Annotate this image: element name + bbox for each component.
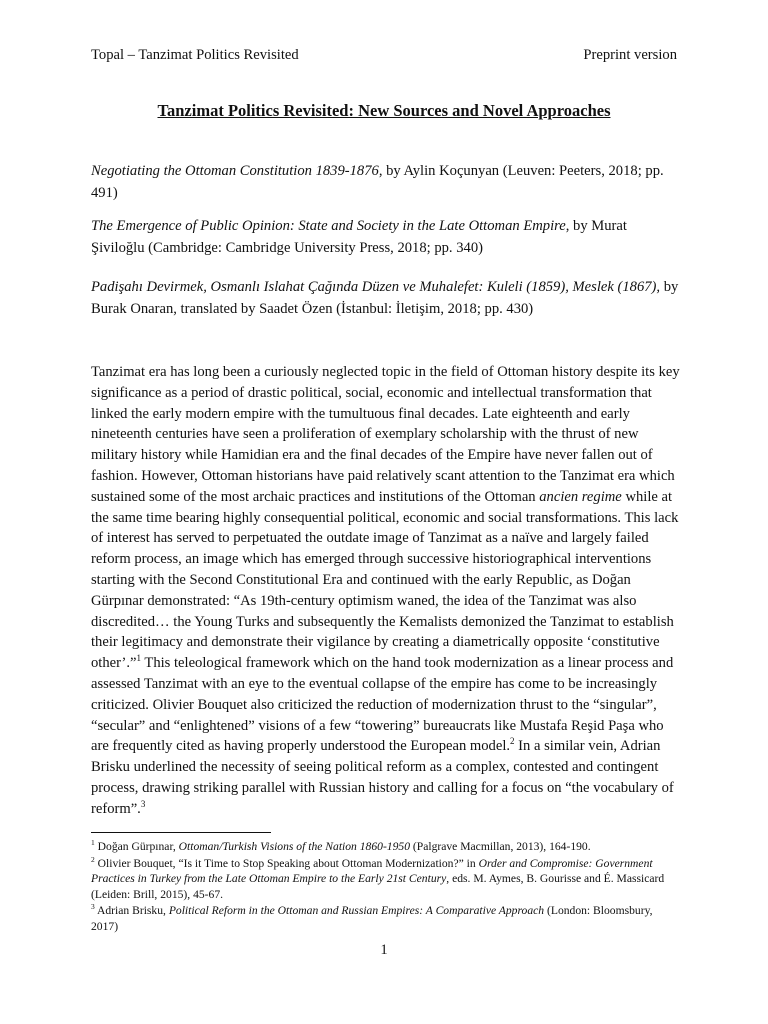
body-paragraph [91,362,681,820]
footnote-ref-2[interactable]: 2 [510,736,515,747]
body-text-segment: Tanzimat era has long been a curiously neglected topic in the field of Ottoman history despite its key significance as a period of drastic political, social, economic and intellectual transformation that linked the early modern empire with the tumultuous final decades. Late eighteenth and early nineteenth centuries have seen a proliferation of exemplary scholarship with the thrust of new military history while Hamidian era and the final decades of the Empire have never fallen out of fashion. However, Ottoman historians have paid relatively scant attention to the Tanzimat era which sustained some of the most archaic practices and institutions of the Ottoman [91,364,680,505]
review-citation [91,161,681,204]
footnote: $^3$ Adrian Brisku, Political Reform in the Ottoman and Russian Empires: A Comparative Approach (London: Bloomsbury, 2017) [91,902,653,933]
book-title: The Emergence of Public Opinion: State and Society in the Late Ottoman Empire [91,218,566,234]
review-citation [91,216,681,259]
book-details: by Burak Onaran, translated by Saadet Özen (İstanbul: İletişim, 2018; pp. 430) [91,279,679,317]
body-text-segment: while at the same time bearing highly consequential political, economic and social transformations. This lack of interest has served to perpetuated the outdate image of Tanzimat as a naïve and largely failed reform process, an image which has emerged through successive historiographical interventions starting with the Second Constitutional Era and continued with the early Republic, as Doğan Gürpınar demonstrated: “As 19th-century optimism waned, the idea of the Tanzimat was also discredited… the Young Turks and subsequently the Kemalists demonized the Tanzimat to establish their legitimacy and demonstrate their vigilance by creating a diametrically opposite ‘constitutive other’.” [91,488,679,672]
header-left: Topal – Tanzimat Politics Revisited [91,47,299,63]
reviewed-books [91,161,681,332]
body-text-segment: This teleological framework which on the hand took modernization as a linear process and assessed Tanzimat with an eye to the eventual collapse of the empire has come to be increasingly criticized. Olivier Bouquet also criticized the reduction of modernization thrust to the “singular”, “secular” and “enlightened” visions of a few “towering” bureaucrats like Mustafa Reşid Paşa who are frequently cited as having properly understood the European model. [91,655,674,755]
book-title: Negotiating the Ottoman Constitution 1839-1876 [91,163,379,179]
footnote-ref-3[interactable]: 3 [140,798,146,809]
body-text-segment: In a similar vein, Adrian Brisku underlined the necessity of seeing political reform as a complex, contested and contingent process, drawing striking parallel with Russian history and calling for a focus on “the vocabulary of reform”. [91,738,674,817]
running-header [91,46,677,64]
footnote: $^1$ Doğan Gürpınar, Ottoman/Turkish Visions of the Nation 1860-1950 (Palgrave Macmillan, 2013), 164-190. [91,838,591,853]
page-number: 1 [380,942,388,958]
footnote: $^2$ Olivier Bouquet, “Is it Time to Stop Speaking about Ottoman Modernization?” in Order and Compromise: Government Practices in Turkey from the Late Ottoman Empire to the Early 21st Century, eds. M. Aymes, B. Gourisse and É. Massicard (Leiden: Brill, 2015), 45-67. [91,854,665,901]
review-citation [91,277,681,320]
book-details: , by Murat Şiviloğlu (Cambridge: Cambridge University Press, 2018; pp. 340) [91,218,627,256]
article-title: Tanzimat Politics Revisited: New Sources and Novel Approaches [157,101,611,120]
footnote-divider [91,832,271,833]
book-details: , by Aylin Koçunyan (Leuven: Peeters, 2018; pp. 491) [91,163,664,201]
body-italic: ancien regime [539,488,622,505]
book-title: Padişahı Devirmek, Osmanlı Islahat Çağında Düzen ve Muhalefet: Kuleli (1859), Meslek (1867), [91,279,661,295]
footnote-ref-1[interactable]: 1 [136,653,142,664]
header-right: Preprint version [583,47,677,63]
footnotes [91,839,681,936]
